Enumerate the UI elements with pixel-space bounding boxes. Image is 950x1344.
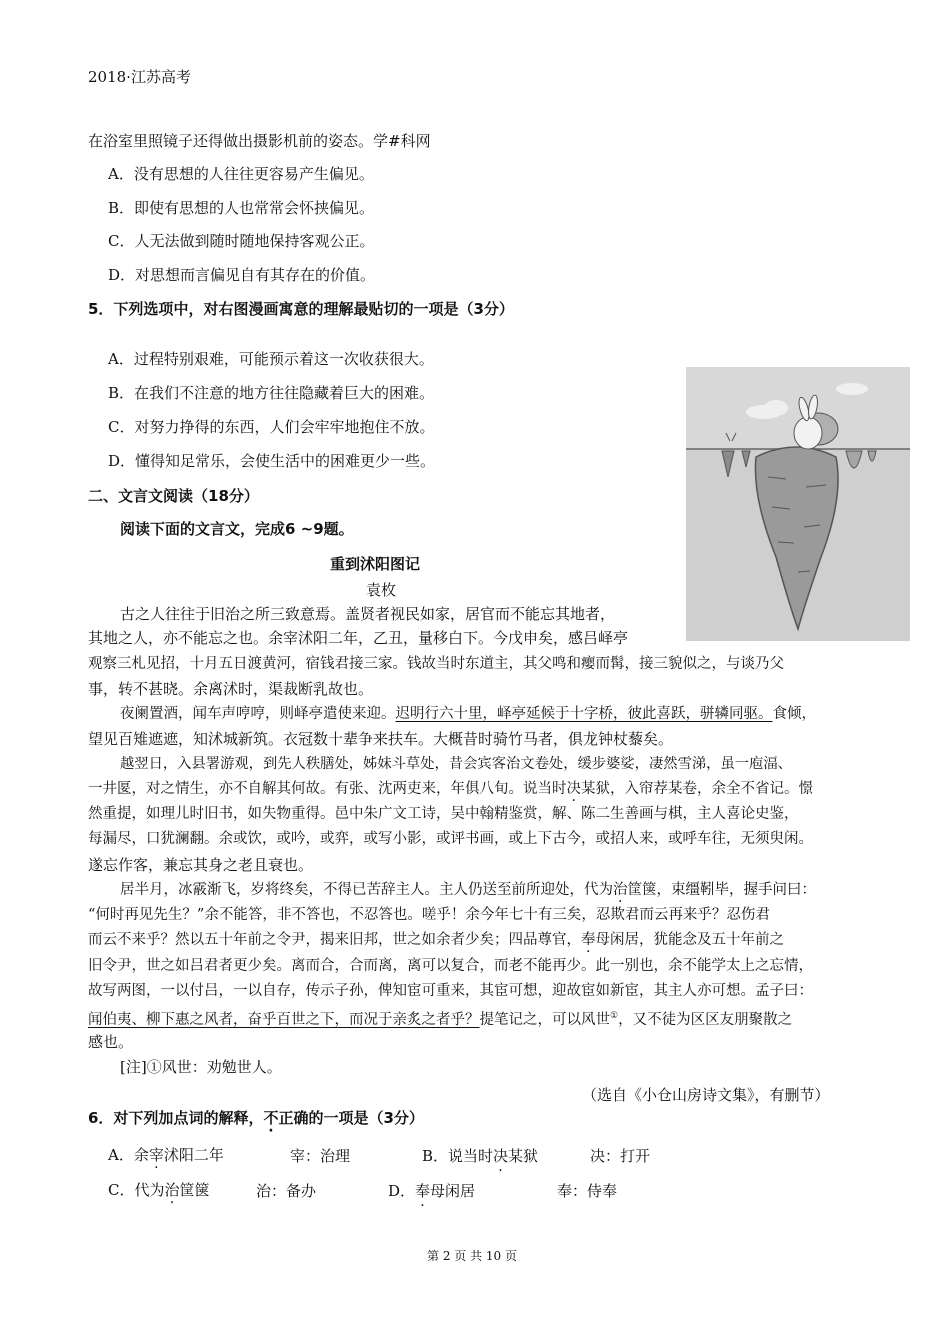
option-text: 筐箧 [179, 1181, 210, 1199]
q6-option-d-def: 奉：侍奉 [557, 1182, 618, 1200]
option-text: A．余 [108, 1146, 149, 1164]
q6-option-b [422, 1145, 538, 1166]
passage-line: 越翌日，入县署游观，到先人秩膳处，姊妹斗草处，昔会宾客治文卷处，缓步婆娑，凄然雪涕，虽一庖湢、 [120, 756, 792, 772]
passage-text: 一井匽，对之情生，亦不自解其何故。有张、沈两吏来，年俱八旬。说当时 [88, 781, 567, 797]
section2-instruction: 阅读下面的文言文，完成6 ~9题。 [120, 520, 354, 538]
underlined-sentence: 闻伯夷、柳下惠之风者，奋乎百世之下，而况于亲炙之者乎？ [88, 1011, 480, 1028]
passage-text: 母闲居，犹能念及五十年前之 [595, 932, 784, 948]
q6-option-c-def: 治：备办 [256, 1182, 317, 1200]
passage-line [120, 704, 816, 724]
passage-text: 提笔记之，可以风世 [479, 1011, 610, 1028]
passage-line: 古之人往往于旧治之所三致意焉。盖贤者视民如家，居官而不能忘其地者， [120, 605, 616, 623]
passage-line: 故写两图，一以付吕，一以自存，传示子孙，俾知宦可重来，其宦可想，迎故宦如新宦，其主人亦可想。孟子曰： [88, 983, 813, 999]
footnote-marker: ① [610, 1011, 619, 1021]
passage-line [88, 930, 784, 950]
option-text: B．说当时 [422, 1147, 494, 1165]
q5-option-c: C．对努力挣得的东西，人们会牢牢地抱住不放。 [108, 418, 435, 436]
option-text: 母闲居 [430, 1182, 476, 1200]
passage-line: 遂忘作客，兼忘其身之老且衰也。 [88, 856, 314, 874]
q4-option-c: C．人无法做到随时随地保持客观公正。 [108, 232, 375, 250]
dotted-word: 奉 [581, 932, 596, 948]
passage-line: “何时再见先生？”余不能答，非不答也，不忍答也。嗟乎！余今年七十有三矣，忍欺君而云再来乎？忍伤君 [88, 907, 770, 923]
q6-option-a [108, 1145, 224, 1165]
passage-text: 夜阑置酒，闻车声哼哼，则峄亭遣使来迎。 [120, 706, 396, 722]
passage-text: 居半月，冰霰渐飞，岁将终矣，不得已苦辞主人。主人仍送至前所迎处，代为 [120, 882, 613, 898]
passage-title: 重到沭阳图记 [330, 555, 421, 573]
passage-text: ，又不徒为区区友朋聚散之 [618, 1011, 793, 1028]
q6-stem-text: 正确的一项是（3分） [278, 1109, 424, 1127]
passage-line: 事，转不甚晓。余离沭时，渠裁断乳故也。 [88, 680, 374, 698]
source-citation: （选自《小仓山房诗文集》，有删节） [582, 1086, 830, 1104]
option-text: 某狱 [508, 1147, 539, 1165]
dotted-word: 决 [566, 781, 581, 797]
q4-option-b: B．即使有思想的人也常常会怀挟偏见。 [108, 199, 375, 217]
q6-option-a-def: 宰：治理 [290, 1147, 351, 1165]
underlined-sentence: 迟明行六十里，峄亭延候于十字桥，彼此喜跃，骈辚同驱。 [395, 706, 773, 722]
q6-stem [88, 1108, 424, 1128]
dotted-word: 决 [493, 1147, 509, 1165]
q6-option-b-def: 决：打开 [590, 1147, 651, 1165]
q5-option-d: D．懂得知足常乐，会使生活中的困难更少一些。 [108, 452, 436, 470]
dotted-word: 不 [263, 1109, 279, 1127]
footnote: [注]①风世：劝勉世人。 [120, 1058, 282, 1076]
q6-stem-text: 6．对下列加点词的解释， [88, 1109, 264, 1127]
dotted-word: 宰 [148, 1146, 164, 1164]
dotted-word: 治 [613, 882, 628, 898]
passage-line: 每漏尽，口犹澜翻。余或饮，或吟，或弈，或写小影，或评书画，或上下古今，或招人来，或呼车往，无须臾闲。 [88, 831, 813, 847]
passage-line: 然重提，如理儿时旧书，如失物重得。邑中朱广文工诗，吴中翰精鉴赏，解、陈二生善画与棋，主人喜论史鉴， [88, 806, 799, 822]
option-text: D． [388, 1182, 416, 1200]
passage-line [88, 779, 813, 799]
passage-line: 其地之人，亦不能忘之也。余宰沭阳二年，乙丑，量移白下。今戊申矣，感吕峄亭 [88, 629, 629, 647]
q4-option-a: A．没有思想的人往往更容易产生偏见。 [108, 165, 374, 183]
dotted-word: 治 [164, 1181, 180, 1199]
carrot-cartoon-image [686, 367, 910, 641]
passage-line: 望见百雉遮遮，知沭城新筑。衣冠数十辈争来扶车。大概昔时骑竹马者，俱龙钟杖藜矣。 [88, 730, 674, 748]
intro-line: 在浴室里照镜子还得做出摄影机前的姿态。学#科网 [88, 132, 431, 150]
page-header: 2018·江苏高考 [88, 68, 191, 86]
dotted-word: 奉 [415, 1182, 431, 1200]
passage-line: 观察三札见招，十月五日渡黄河，宿钱君接三家。钱故当时东道主，其父鸣和瘿而髯，接三貌似之，与谈乃父 [88, 656, 784, 672]
passage-author: 袁枚 [366, 581, 397, 599]
passage-text: 筐箧，束缰靷毕，握手问曰： [627, 882, 816, 898]
option-text: C．代为 [108, 1181, 165, 1199]
q6-option-c [108, 1180, 210, 1200]
passage-text: 某狱，入帘荐某卷，余全不省记。憬 [581, 781, 813, 797]
passage-line [120, 880, 816, 900]
passage-line: 感也。 [88, 1033, 134, 1051]
passage-text: 而云不来乎？然以五十年前之令尹，揭来旧邦，世之如余者少矣；四品尊官， [88, 932, 581, 948]
passage-text: 食倾， [772, 706, 816, 722]
passage-line: 旧令尹，世之如吕君者更少矣。离而合，合而离，离可以复合，而老不能再少。此一别也，余不能学太上之忘情， [88, 958, 813, 974]
passage-line [88, 1006, 792, 1030]
option-text: 沭阳二年 [163, 1146, 224, 1164]
q5-option-a: A．过程特别艰难，可能预示着这一次收获很大。 [108, 350, 434, 368]
q4-option-d: D．对思想而言偏见自有其存在的价值。 [108, 266, 376, 284]
q6-option-d [388, 1180, 475, 1201]
q5-stem: 5．下列选项中，对右图漫画寓意的理解最贴切的一项是（3分） [88, 300, 514, 318]
q5-option-b: B．在我们不注意的地方往往隐藏着巨大的困难。 [108, 384, 435, 402]
section2-heading: 二、文言文阅读（18分） [88, 487, 259, 505]
page-footer: 第 2 页 共 10 页 [427, 1249, 517, 1263]
